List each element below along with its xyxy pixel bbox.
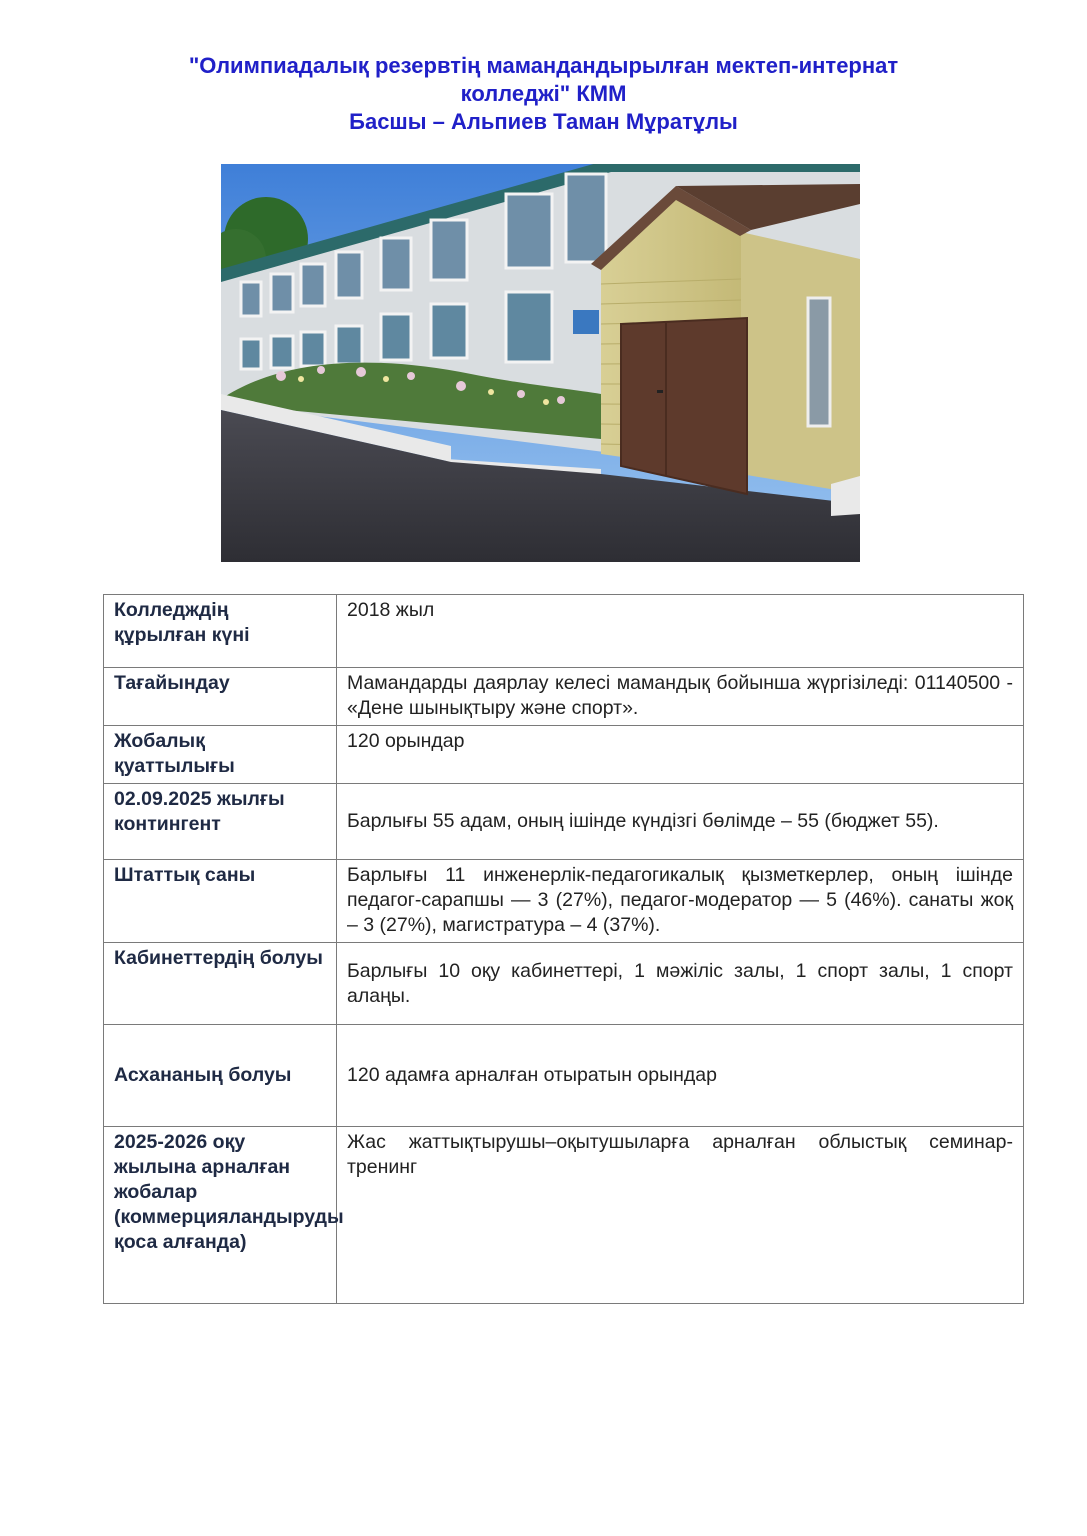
table-row — [104, 668, 1024, 726]
row-value: Мамандарды даярлау келесі мамандық бойынша жүргізіледі: 01140500 - «Дене шынықтыру және спорт». — [337, 668, 1024, 726]
row-value: 2018 жыл — [337, 595, 1024, 668]
table-row — [104, 1025, 1024, 1127]
building-illustration — [221, 164, 860, 562]
row-value: Барлығы 55 адам, оның ішінде күндізгі бөлімде – 55 (бюджет 55). — [337, 784, 1024, 860]
row-label: Колледждің құрылған күні — [104, 595, 337, 668]
row-value: Жас жаттықтырушы–оқытушыларға арналған облыстық семинар-тренинг — [337, 1127, 1024, 1304]
row-label: 02.09.2025 жылғы контингент — [104, 784, 337, 860]
row-label: 2025-2026 оқу жылына арналған жобалар (коммерцияландыруды қоса алғанда) — [104, 1127, 337, 1304]
row-label: Жобалық қуаттылығы — [104, 726, 337, 784]
table-row — [104, 726, 1024, 784]
table-row — [104, 943, 1024, 1025]
row-value: Барлығы 11 инженерлік-педагогикалық қызметкерлер, оның ішінде педагог-сарапшы — 3 (27%), педагог-модератор — 5 (46%). санаты жоқ – 3 (27%), магистратура – 4 (37%). — [337, 860, 1024, 943]
table-row — [104, 784, 1024, 860]
table-row — [104, 860, 1024, 943]
director-line: Басшы – Альпиев Таман Мұратұлы — [349, 109, 738, 134]
table-row — [104, 595, 1024, 668]
row-value: 120 адамға арналған отыратын орындар — [337, 1025, 1024, 1127]
college-name-line2: колледжі" КММ — [460, 81, 627, 106]
table-row — [104, 1127, 1024, 1304]
row-label: Тағайындау — [104, 668, 337, 726]
row-value: Барлығы 10 оқу кабинеттері, 1 мәжіліс залы, 1 спорт залы, 1 спорт алаңы. — [337, 943, 1024, 1025]
building-photo — [221, 164, 860, 562]
row-label: Штаттық саны — [104, 860, 337, 943]
row-label: Кабинеттердің болуы — [104, 943, 337, 1025]
row-value: 120 орындар — [337, 726, 1024, 784]
document-header — [0, 52, 1087, 136]
college-name-line1: "Олимпиадалық резервтің мамандандырылған мектеп-интернат — [188, 53, 899, 78]
row-label: Асхананың болуы — [104, 1025, 337, 1127]
college-info-table — [103, 594, 1024, 1304]
